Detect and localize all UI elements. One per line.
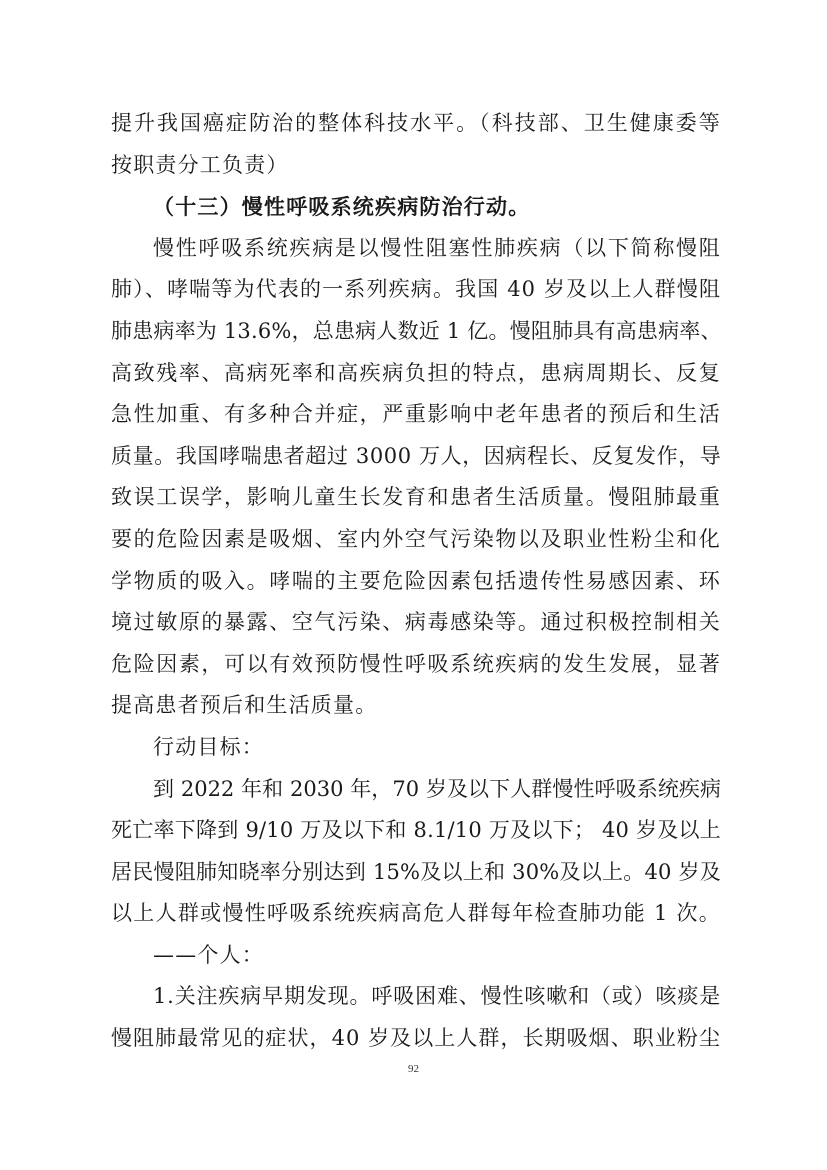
body-text-line: 提升我国癌症防治的整体科技水平。（科技部、卫生健康委等 (111, 111, 721, 135)
body-text-line: 提高患者预后和生活质量。 (111, 693, 378, 718)
body-text-line: 慢阻肺最常见的症状，40 岁及以上人群，长期吸烟、职业粉尘 (111, 1026, 721, 1051)
body-text-line: 高致残率、高病死率和高疾病负担的特点，患病周期长、反复 (111, 360, 721, 385)
body-text-line: 要的危险因素是吸烟、室内外空气污染物以及职业性粉尘和化 (111, 526, 721, 551)
subheading: ——个人： (153, 942, 264, 967)
body-text-line: 学物质的吸入。哮喘的主要危险因素包括遗传性易感因素、环 (111, 568, 721, 593)
body-text-line: 急性加重、有多种合并症，严重影响中老年患者的预后和生活 (111, 402, 721, 427)
subheading: 行动目标： (153, 734, 264, 759)
body-text-line: 危险因素，可以有效预防慢性呼吸系统疾病的发生发展，显著 (111, 651, 721, 676)
body-text-line: 居民慢阻肺知晓率分别达到 15%及以上和 30%及以上。40 岁及 (111, 859, 721, 884)
body-text-line: 到 2022 年和 2030 年，70 岁及以下人群慢性呼吸系统疾病 (153, 776, 721, 801)
body-text-line: 1.关注疾病早期发现。呼吸困难、慢性咳嗽和（或）咳痰是 (153, 984, 721, 1009)
body-text-line: 肺）、哮喘等为代表的一系列疾病。我国 40 岁及以上人群慢阻 (111, 277, 721, 302)
body-text-line: 慢性呼吸系统疾病是以慢性阻塞性肺疾病（以下简称慢阻 (153, 235, 721, 260)
document-body (111, 103, 721, 1060)
body-text-line: 致误工误学，影响儿童生长发育和患者生活质量。慢阻肺最重 (111, 485, 721, 510)
body-text-line: 质量。我国哮喘患者超过 3000 万人，因病程长、反复发作，导 (111, 443, 722, 468)
body-text-line: 按职责分工负责） (111, 152, 289, 177)
section-heading: （十三）慢性呼吸系统疾病防治行动。 (153, 194, 531, 220)
body-text-line: 死亡率下降到 9/10 万及以下和 8.1/10 万及以下； 40 岁及以上 (111, 818, 721, 843)
body-text-line: 境过敏原的暴露、空气污染、病毒感染等。通过积极控制相关 (111, 610, 721, 635)
body-text-line: 肺患病率为 13.6%，总患病人数近 1 亿。慢阻肺具有高患病率、 (111, 318, 722, 343)
body-text-line: 以上人群或慢性呼吸系统疾病高危人群每年检查肺功能 1 次。 (111, 901, 721, 926)
page-number: 92 (408, 1063, 419, 1075)
